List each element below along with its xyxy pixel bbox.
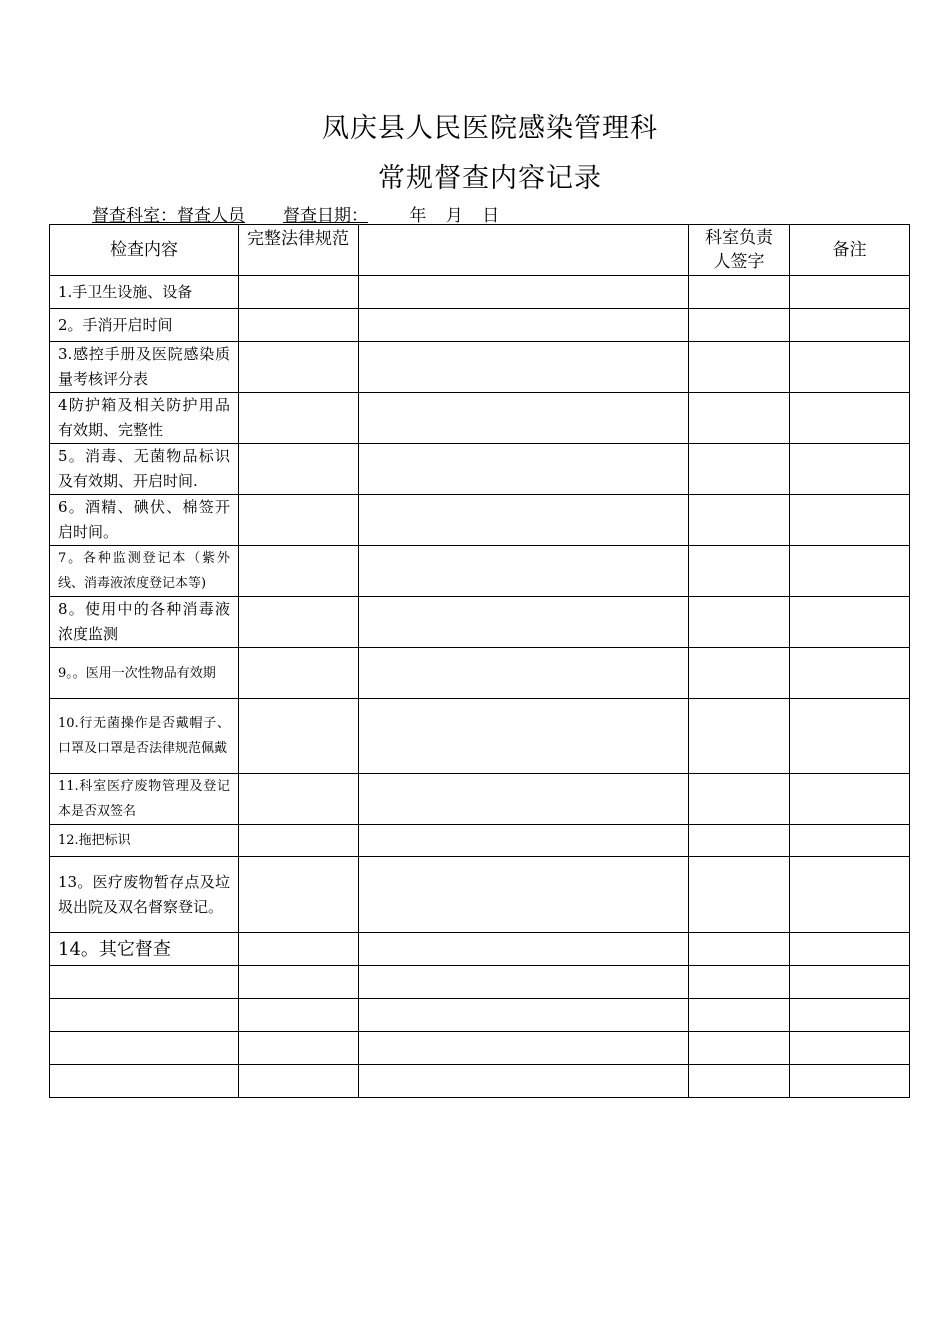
compliance-cell[interactable] <box>239 597 359 648</box>
staff-label: 督查人员 <box>177 206 245 226</box>
blank-cell[interactable] <box>359 597 689 648</box>
signature-cell[interactable] <box>689 774 790 825</box>
compliance-cell[interactable] <box>239 342 359 393</box>
signature-cell[interactable] <box>689 966 790 999</box>
blank-cell[interactable] <box>359 933 689 966</box>
header-remarks: 备注 <box>790 225 910 276</box>
month-label: 月 <box>445 206 463 226</box>
signature-cell[interactable] <box>689 825 790 857</box>
signature-cell[interactable] <box>689 342 790 393</box>
compliance-cell[interactable] <box>239 309 359 342</box>
item-cell: 1.手卫生设施、设备 <box>50 276 239 309</box>
remarks-cell[interactable] <box>790 1032 910 1065</box>
remarks-cell[interactable] <box>790 342 910 393</box>
signature-cell[interactable] <box>689 444 790 495</box>
date-label: 督查日期： <box>283 206 368 226</box>
info-line <box>92 201 499 226</box>
blank-cell[interactable] <box>359 342 689 393</box>
blank-cell[interactable] <box>359 648 689 699</box>
signature-cell[interactable] <box>689 933 790 966</box>
table-row <box>50 597 910 648</box>
compliance-cell[interactable] <box>239 857 359 933</box>
remarks-cell[interactable] <box>790 546 910 597</box>
header-content: 检查内容 <box>50 225 239 276</box>
blank-cell[interactable] <box>359 999 689 1032</box>
blank-cell[interactable] <box>359 825 689 857</box>
signature-cell[interactable] <box>689 999 790 1032</box>
table-row <box>50 444 910 495</box>
table-row <box>50 495 910 546</box>
signature-cell[interactable] <box>689 495 790 546</box>
remarks-cell[interactable] <box>790 309 910 342</box>
signature-cell[interactable] <box>689 1032 790 1065</box>
day-label: 日 <box>482 206 500 226</box>
compliance-cell[interactable] <box>239 495 359 546</box>
compliance-cell[interactable] <box>239 648 359 699</box>
item-cell: 14。其它督查 <box>50 933 239 966</box>
compliance-cell[interactable] <box>239 933 359 966</box>
remarks-cell[interactable] <box>790 276 910 309</box>
blank-cell[interactable] <box>359 495 689 546</box>
compliance-cell[interactable] <box>239 774 359 825</box>
compliance-cell[interactable] <box>239 825 359 857</box>
empty-row <box>50 999 910 1032</box>
compliance-cell[interactable] <box>239 966 359 999</box>
header-row <box>50 225 910 276</box>
table-row <box>50 309 910 342</box>
table-row <box>50 825 910 857</box>
signature-cell[interactable] <box>689 276 790 309</box>
empty-row <box>50 1065 910 1098</box>
remarks-cell[interactable] <box>790 825 910 857</box>
remarks-cell[interactable] <box>790 444 910 495</box>
table-row <box>50 342 910 393</box>
compliance-cell[interactable] <box>239 276 359 309</box>
remarks-cell[interactable] <box>790 495 910 546</box>
empty-row <box>50 966 910 999</box>
table-row <box>50 393 910 444</box>
item-cell[interactable] <box>50 999 239 1032</box>
blank-cell[interactable] <box>359 444 689 495</box>
table-row <box>50 933 910 966</box>
blank-cell[interactable] <box>359 857 689 933</box>
blank-cell[interactable] <box>359 309 689 342</box>
blank-cell[interactable] <box>359 393 689 444</box>
remarks-cell[interactable] <box>790 933 910 966</box>
signature-cell[interactable] <box>689 597 790 648</box>
signature-cell[interactable] <box>689 546 790 597</box>
item-cell: 5。消毒、无菌物品标识及有效期、开启时间. <box>50 444 239 495</box>
compliance-cell[interactable] <box>239 444 359 495</box>
item-cell: 4防护箱及相关防护用品有效期、完整性 <box>50 393 239 444</box>
table-row <box>50 699 910 774</box>
item-cell: 13。医疗废物暂存点及垃圾出院及双名督察登记。 <box>50 857 239 933</box>
item-cell: 7。各种监测登记本（紫外线、消毒液浓度登记本等) <box>50 546 239 597</box>
item-cell[interactable] <box>50 1065 239 1098</box>
signature-cell[interactable] <box>689 309 790 342</box>
compliance-cell[interactable] <box>239 1032 359 1065</box>
blank-cell[interactable] <box>359 699 689 774</box>
remarks-cell[interactable] <box>790 774 910 825</box>
remarks-cell[interactable] <box>790 1065 910 1098</box>
item-cell: 12.拖把标识 <box>50 825 239 857</box>
remarks-cell[interactable] <box>790 966 910 999</box>
signature-cell[interactable] <box>689 699 790 774</box>
item-cell: 11.科室医疗废物管理及登记本是否双签名 <box>50 774 239 825</box>
dept-label: 督查科室： <box>92 206 177 226</box>
blank-cell[interactable] <box>359 774 689 825</box>
document-title: 凤庆县人民医院感染管理科 <box>322 113 658 144</box>
item-cell: 3.感控手册及医院感染质量考核评分表 <box>50 342 239 393</box>
compliance-cell[interactable] <box>239 699 359 774</box>
item-cell: 8。使用中的各种消毒液浓度监测 <box>50 597 239 648</box>
inspection-table <box>49 224 910 1098</box>
table-row <box>50 774 910 825</box>
empty-row <box>50 1032 910 1065</box>
blank-cell[interactable] <box>359 1032 689 1065</box>
compliance-cell[interactable] <box>239 999 359 1032</box>
blank-cell[interactable] <box>359 1065 689 1098</box>
item-cell: 2。手消开启时间 <box>50 309 239 342</box>
signature-cell[interactable] <box>689 393 790 444</box>
blank-cell[interactable] <box>359 966 689 999</box>
table-row <box>50 546 910 597</box>
item-cell[interactable] <box>50 1032 239 1065</box>
year-label: 年 <box>409 206 427 226</box>
signature-cell[interactable] <box>689 1065 790 1098</box>
compliance-cell[interactable] <box>239 546 359 597</box>
item-cell: 9。。医用一次性物品有效期 <box>50 648 239 699</box>
signature-cell[interactable] <box>689 857 790 933</box>
remarks-cell[interactable] <box>790 699 910 774</box>
compliance-cell[interactable] <box>239 1065 359 1098</box>
table-row <box>50 857 910 933</box>
header-signature: 科室负责人签字 <box>689 225 790 276</box>
compliance-cell[interactable] <box>239 393 359 444</box>
remarks-cell[interactable] <box>790 857 910 933</box>
remarks-cell[interactable] <box>790 648 910 699</box>
remarks-cell[interactable] <box>790 393 910 444</box>
item-cell: 6。酒精、碘伏、棉签开启时间。 <box>50 495 239 546</box>
blank-cell[interactable] <box>359 276 689 309</box>
remarks-cell[interactable] <box>790 999 910 1032</box>
signature-cell[interactable] <box>689 648 790 699</box>
table-row <box>50 276 910 309</box>
header-compliance: 完整法律规范 <box>239 225 359 276</box>
item-cell[interactable] <box>50 966 239 999</box>
document-subtitle: 常规督查内容记录 <box>378 163 602 194</box>
table-row <box>50 648 910 699</box>
header-blank <box>359 225 689 276</box>
remarks-cell[interactable] <box>790 597 910 648</box>
blank-cell[interactable] <box>359 546 689 597</box>
item-cell: 10.行无菌操作是否戴帽子、口罩及口罩是否法律规范佩戴 <box>50 699 239 774</box>
